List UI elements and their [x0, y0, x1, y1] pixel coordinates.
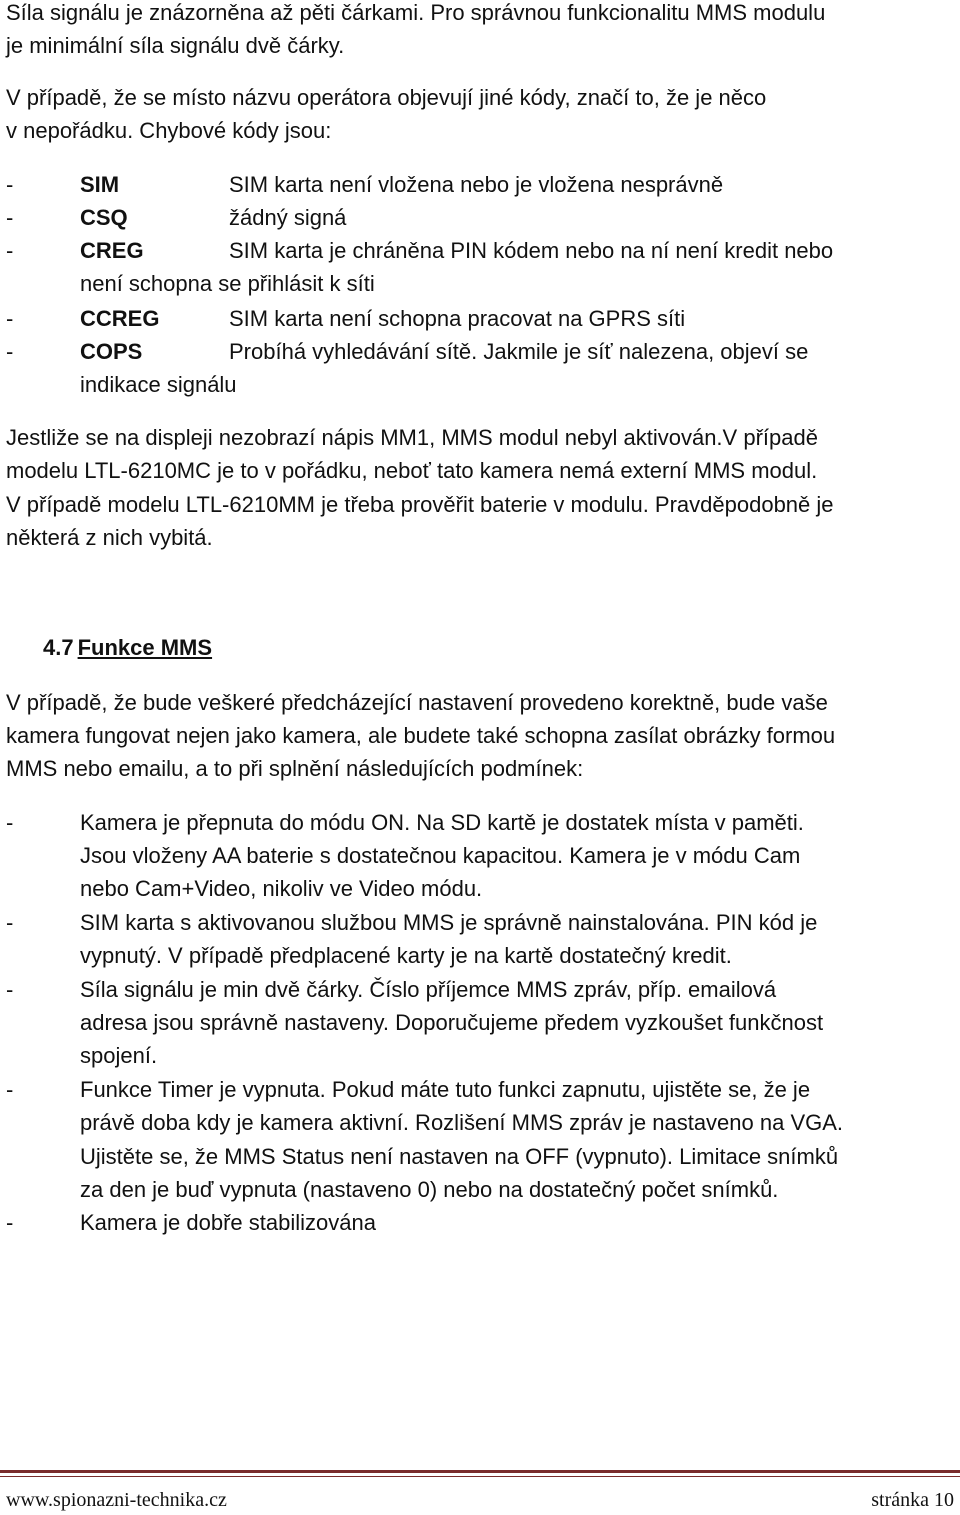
list-dash: -: [6, 339, 14, 364]
mm1-note-line-4: některá z nich vybitá.: [6, 525, 213, 550]
list-dash: -: [6, 172, 14, 197]
condition-line: právě doba kdy je kamera aktivní. Rozlišení MMS zpráv je nastaveno na VGA.: [80, 1110, 844, 1135]
mm1-note-line-1: Jestliže se na displeji nezobrazí nápis MM1, MMS modul nebyl aktivován.V případě: [6, 425, 818, 450]
intro-line-3: V případě, že se místo názvu operátora objevují jiné kódy, značí to, že je něco: [6, 85, 767, 110]
intro-line-1: Síla signálu je znázorněna až pěti čárkami. Pro správnou funkcionalitu MMS modulu: [6, 0, 826, 25]
condition-line: za den je buď vypnuta (nastaveno 0) nebo na dostatečný počet snímků.: [80, 1177, 779, 1202]
error-code-creg-continuation: není schopna se přihlásit k síti: [80, 271, 375, 296]
condition-line: Funkce Timer je vypnuta. Pokud máte tuto funkci zapnutu, ujistěte se, že je: [80, 1077, 811, 1102]
list-dash: -: [6, 205, 14, 230]
error-code-text: SIM karta není schopna pracovat na GPRS síti: [229, 306, 686, 331]
condition-line: nebo Cam+Video, nikoliv ve Video módu.: [80, 876, 483, 901]
error-code-sim: [6, 168, 723, 201]
error-code-cops: [6, 335, 808, 368]
error-code-cops-continuation: indikace signálu: [80, 372, 237, 397]
section-intro-line-3: MMS nebo emailu, a to při splnění následujících podmínek:: [6, 756, 584, 781]
error-code-ccreg: [6, 302, 685, 335]
intro-line-2: je minimální síla signálu dvě čárky.: [6, 33, 345, 58]
error-code-label: SIM: [80, 172, 120, 197]
footer-rule-thin: [0, 1476, 960, 1477]
section-intro-line-2: kamera fungovat nejen jako kamera, ale budete také schopna zasílat obrázky formou: [6, 723, 836, 748]
list-dash: -: [6, 306, 14, 331]
footer-page-number: stránka 10: [871, 1489, 954, 1511]
list-dash: -: [6, 238, 14, 263]
section-intro-line-1: V případě, že bude veškeré předcházející nastavení provedeno korektně, bude vaše: [6, 690, 828, 715]
error-code-text: SIM karta je chráněna PIN kódem nebo na ní není kredit nebo: [229, 238, 834, 263]
error-code-text: SIM karta není vložena nebo je vložena nesprávně: [229, 172, 724, 197]
condition-item-2: [6, 906, 817, 939]
condition-item-1: [6, 806, 804, 839]
list-dash: -: [6, 810, 14, 835]
footer-rule-thick: [0, 1470, 960, 1473]
mm1-note-line-3: V případě modelu LTL-6210MM je třeba prověřit baterie v modulu. Pravděpodobně je: [6, 492, 834, 517]
condition-line: Jsou vloženy AA baterie s dostatečnou kapacitou. Kamera je v módu Cam: [80, 843, 801, 868]
error-code-label: CREG: [80, 238, 144, 263]
error-code-label: CSQ: [80, 205, 128, 230]
error-code-text: žádný signá: [229, 205, 347, 230]
list-dash: -: [6, 1210, 14, 1235]
list-dash: -: [6, 977, 14, 1002]
condition-line: adresa jsou správně nastaveny. Doporučujeme předem vyzkoušet funkčnost: [80, 1010, 824, 1035]
list-dash: -: [6, 1077, 14, 1102]
intro-line-4: v nepořádku. Chybové kódy jsou:: [6, 118, 332, 143]
error-code-label: CCREG: [80, 306, 160, 331]
condition-line: Síla signálu je min dvě čárky. Číslo příjemce MMS zpráv, příp. emailová: [80, 977, 777, 1002]
condition-item-3: [6, 973, 776, 1006]
condition-item-5: [6, 1206, 376, 1239]
mm1-note-line-2: modelu LTL-6210MC je to v pořádku, neboť tato kamera nemá externí MMS modul.: [6, 458, 818, 483]
section-number: 4.7: [43, 635, 74, 660]
error-code-csq: [6, 201, 346, 234]
condition-line: spojení.: [80, 1043, 158, 1068]
error-code-text: Probíhá vyhledávání sítě. Jakmile je síť nalezena, objeví se: [229, 339, 809, 364]
section-title: Funkce MMS: [77, 635, 213, 660]
condition-line: SIM karta s aktivovanou službou MMS je správně nainstalována. PIN kód je: [80, 910, 818, 935]
section-heading: [43, 631, 212, 664]
footer-website-link[interactable]: www.spionazni-technika.cz: [6, 1489, 227, 1511]
condition-line: Kamera je přepnuta do módu ON. Na SD kartě je dostatek místa v paměti.: [80, 810, 804, 835]
condition-line: Kamera je dobře stabilizována: [80, 1210, 376, 1235]
error-code-creg: [6, 234, 833, 267]
error-code-label: COPS: [80, 339, 143, 364]
list-dash: -: [6, 910, 14, 935]
condition-item-4: [6, 1073, 810, 1106]
condition-line: vypnutý. V případě předplacené karty je na kartě dostatečný kredit.: [80, 943, 732, 968]
condition-line: Ujistěte se, že MMS Status není nastaven na OFF (vypnuto). Limitace snímků: [80, 1144, 839, 1169]
